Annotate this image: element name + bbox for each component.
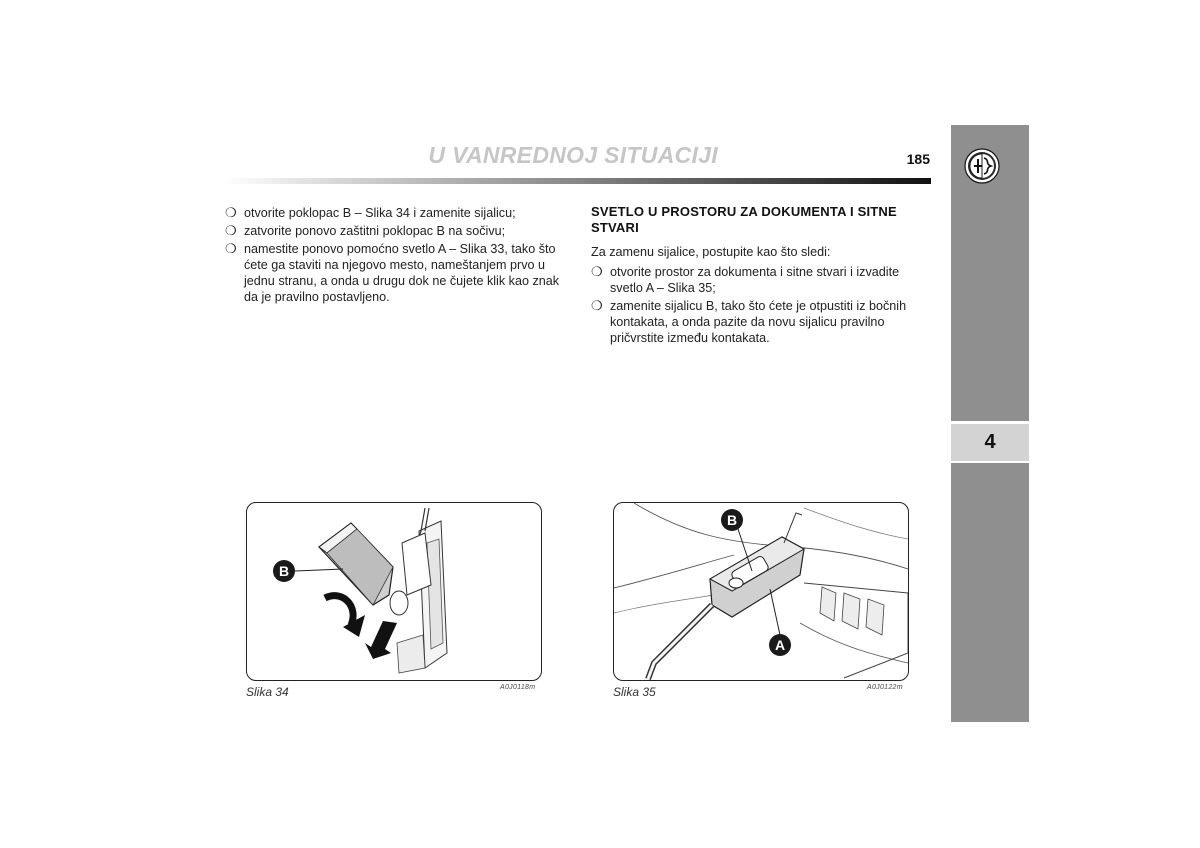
page-number: 185 [906, 151, 930, 167]
list-item-text: otvorite prostor za dokumenta i sitne stvari i izvadite svetlo A – Slika 35; [610, 265, 900, 295]
list-item-text: zatvorite ponovo zaštitni poklopac B na sočivu; [244, 224, 506, 238]
list-item [591, 298, 932, 346]
header-rule [225, 178, 931, 184]
figure-label: B [726, 512, 738, 528]
side-tab-bottom [951, 463, 1029, 722]
figure-label: A [774, 637, 786, 653]
list-item-text: namestite ponovo pomoćno svetlo A – Slika 33, tako što ćete ga staviti na njegovo mesto, nameštanjem prvo u jednu stranu, a onda u drugu dok ne čujete klik kao znak da je pravilno postavljeno. [244, 242, 560, 304]
bullet-icon: ❍ [591, 264, 603, 279]
chapter-number: 4 [984, 431, 996, 453]
list-item [225, 241, 565, 305]
figure-caption: Slika 35 [613, 685, 656, 699]
list-item [225, 223, 565, 239]
list-item-text: zamenite sijalicu B, tako što ćete je otpustiti iz bočnih kontakata, a onda pazite da novu sijalicu pravilno pričvrstite između kontakata. [610, 299, 907, 345]
figure-code: A0J0122m [867, 684, 903, 691]
brand-logo-icon [964, 148, 1000, 184]
subsection-heading: SVETLO U PROSTORU ZA DOKUMENTA I SITNE STVARI [591, 204, 897, 235]
side-tab-chapter [951, 424, 1029, 461]
figure-label: B [278, 563, 290, 579]
bullet-icon: ❍ [225, 241, 237, 256]
bullet-icon: ❍ [591, 298, 603, 313]
list-item [591, 264, 932, 296]
list-item [225, 205, 565, 221]
figure-34-illustration [246, 502, 542, 681]
bullet-icon: ❍ [225, 223, 237, 238]
bullet-icon: ❍ [225, 205, 237, 220]
list-item-text: otvorite poklopac B – Slika 34 i zamenite sijalicu; [244, 206, 516, 220]
figure-code: A0J0118m [500, 684, 536, 691]
right-column [591, 204, 932, 348]
figure-35-illustration [613, 502, 909, 681]
intro-text: Za zamenu sijalice, postupite kao što sledi: [591, 245, 831, 259]
left-column [225, 205, 565, 307]
section-title: U VANREDNOJ SITUACIJI [428, 142, 718, 168]
figure-caption: Slika 34 [246, 685, 289, 699]
